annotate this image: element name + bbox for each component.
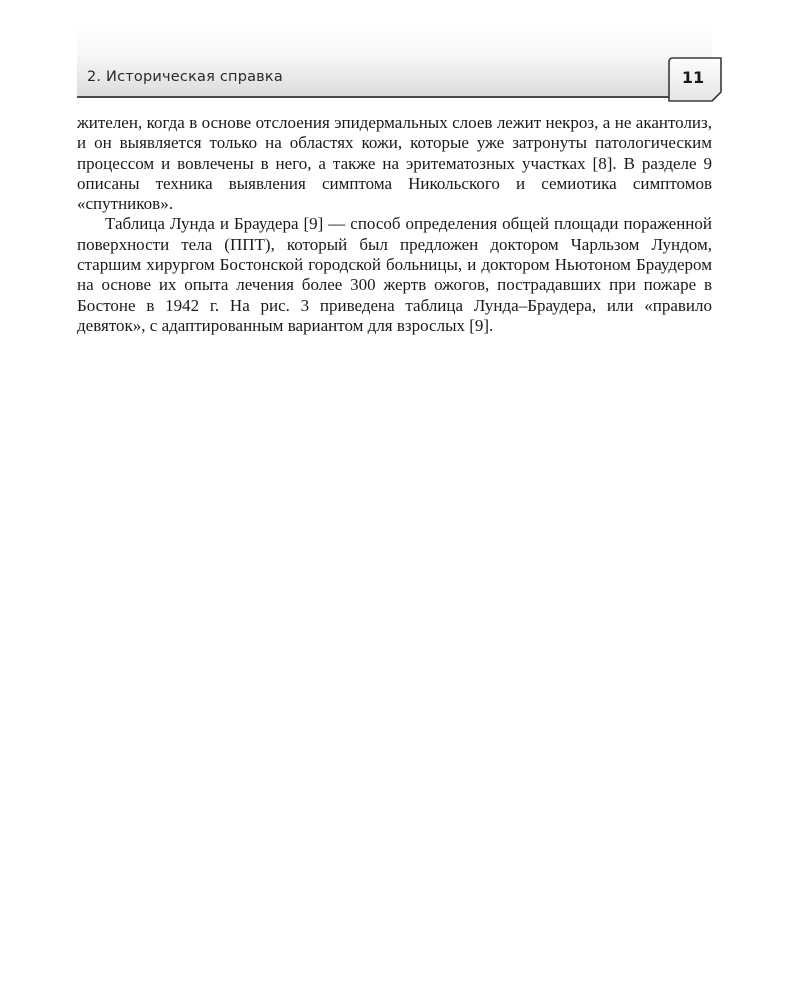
page-number-tab xyxy=(668,57,722,102)
header-rule xyxy=(77,96,712,98)
body-text xyxy=(77,113,712,336)
paragraph-continued: жителен, когда в основе отслоения эпидермальных слоев лежит некроз, а не акантолиз, и он выявляется только на областях кожи, которые уже затронуты патологическим процессом и вовлечены в него, а также на эритематозных участках [8]. В разделе 9 описаны техника выявления симптома Никольского и семиотика симптомов «спутников». xyxy=(77,113,712,214)
running-header-band xyxy=(77,24,712,96)
running-header-section-title: 2. Историческая справка xyxy=(87,69,283,85)
page-number: 11 xyxy=(681,68,705,87)
paragraph-lund-browder: Таблица Лунда и Браудера [9] — способ определения общей площади пораженной поверхности тела (ППТ), который был предложен доктором Чарльзом Лундом, старшим хирургом Бостонской городской больницы, и доктором Ньютоном Браудером на основе их опыта лечения более 300 жертв ожогов, пострадавших при пожаре в Бостоне в 1942 г. На рис. 3 приведена таблица Лунда–Браудера, или «правило девяток», с адаптированным вариантом для взрослых [9]. xyxy=(77,214,712,335)
